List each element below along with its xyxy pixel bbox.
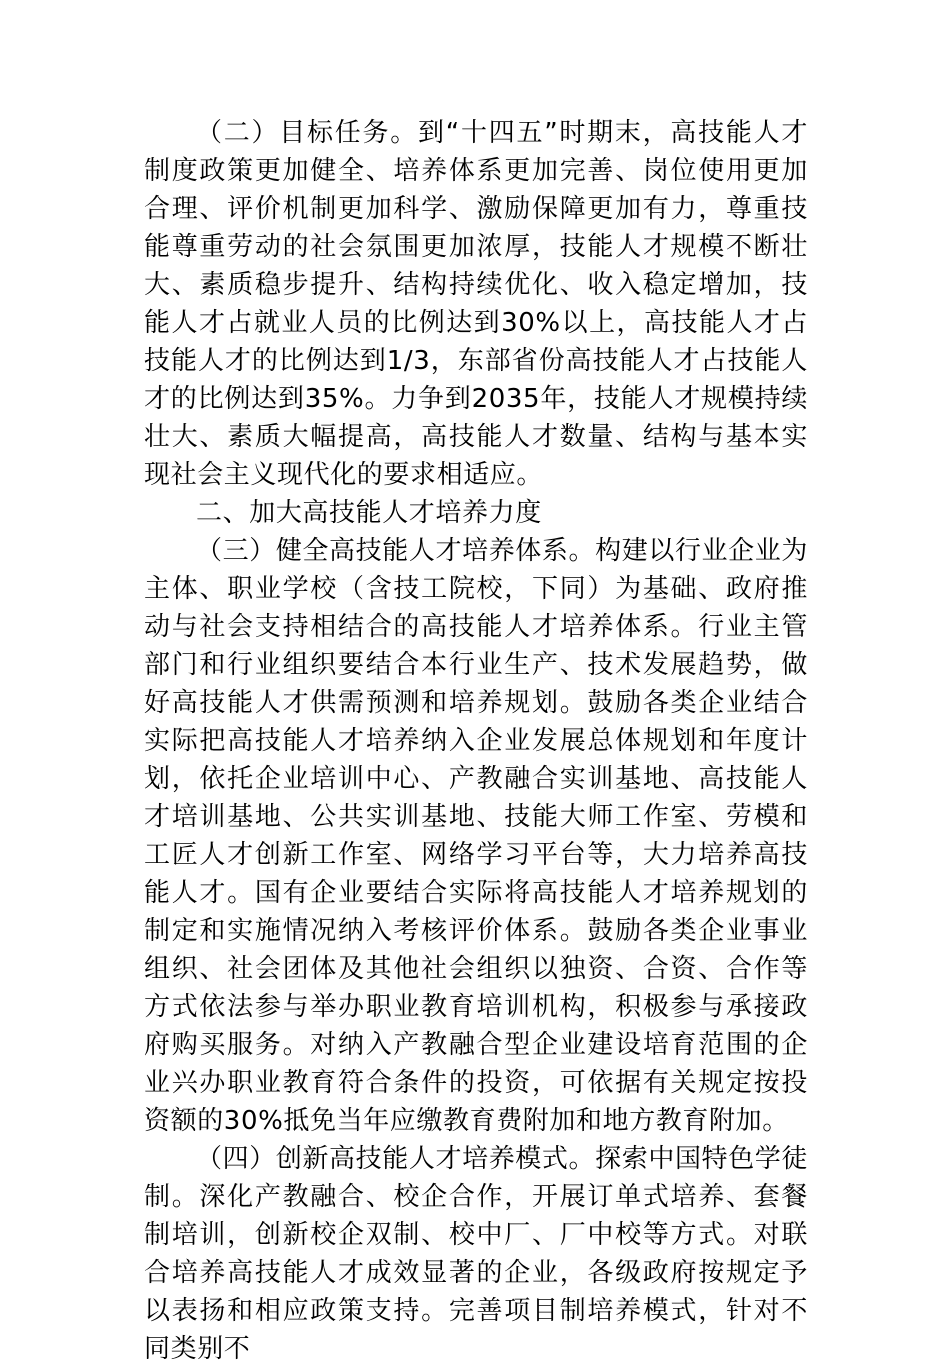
section-heading-training: 二、加大高技能人才培养力度 [196,498,542,528]
paragraph-training-model: （四）创新高技能人才培养模式。探索中国特色学徒制。深化产教融合、校企合作，开展订单式培养、套餐制培训，创新校企双制、校中厂、厂中校等方式。对联合培养高技能人才成效显著的企业，各级政府按规定予以表扬和相应政策支持。完善项目制培养模式，针对不同类别不 [144,1144,808,1364]
document-body [144,114,808,1368]
paragraph-training-system: （三）健全高技能人才培养体系。构建以行业企业为主体、职业学校（含技工院校，下同）为基础、政府推动与社会支持相结合的高技能人才培养体系。行业主管部门和行业组织要结合本行业生产、技术发展趋势，做好高技能人才供需预测和培养规划。鼓励各类企业结合实际把高技能人才培养纳入企业发展总体规划和年度计划，依托企业培训中心、产教融合实训基地、高技能人才培训基地、公共实训基地、技能大师工作室、劳模和工匠人才创新工作室、网络学习平台等，大力培养高技能人才。国有企业要结合实际将高技能人才培养规划的制定和实施情况纳入考核评价体系。鼓励各类企业事业组织、社会团体及其他社会组织以独资、合资、合作等方式依法参与举办职业教育培训机构，积极参与承接政府购买服务。对纳入产教融合型企业建设培育范围的企业兴办职业教育符合条件的投资，可依据有关规定按投资额的30%抵免当年应缴教育费附加和地方教育附加。 [144,536,808,1136]
paragraph-goals: （二）目标任务。到“十四五”时期末，高技能人才制度政策更加健全、培养体系更加完善、岗位使用更加合理、评价机制更加科学、激励保障更加有力，尊重技能尊重劳动的社会氛围更加浓厚，技能人才规模不断壮大、素质稳步提升、结构持续优化、收入稳定增加，技能人才占就业人员的比例达到30%以上，高技能人才占技能人才的比例达到1/3，东部省份高技能人才占技能人才的比例达到35%。力争到2035年，技能人才规模持续壮大、素质大幅提高，高技能人才数量、结构与基本实现社会主义现代化的要求相适应。 [144,118,808,490]
